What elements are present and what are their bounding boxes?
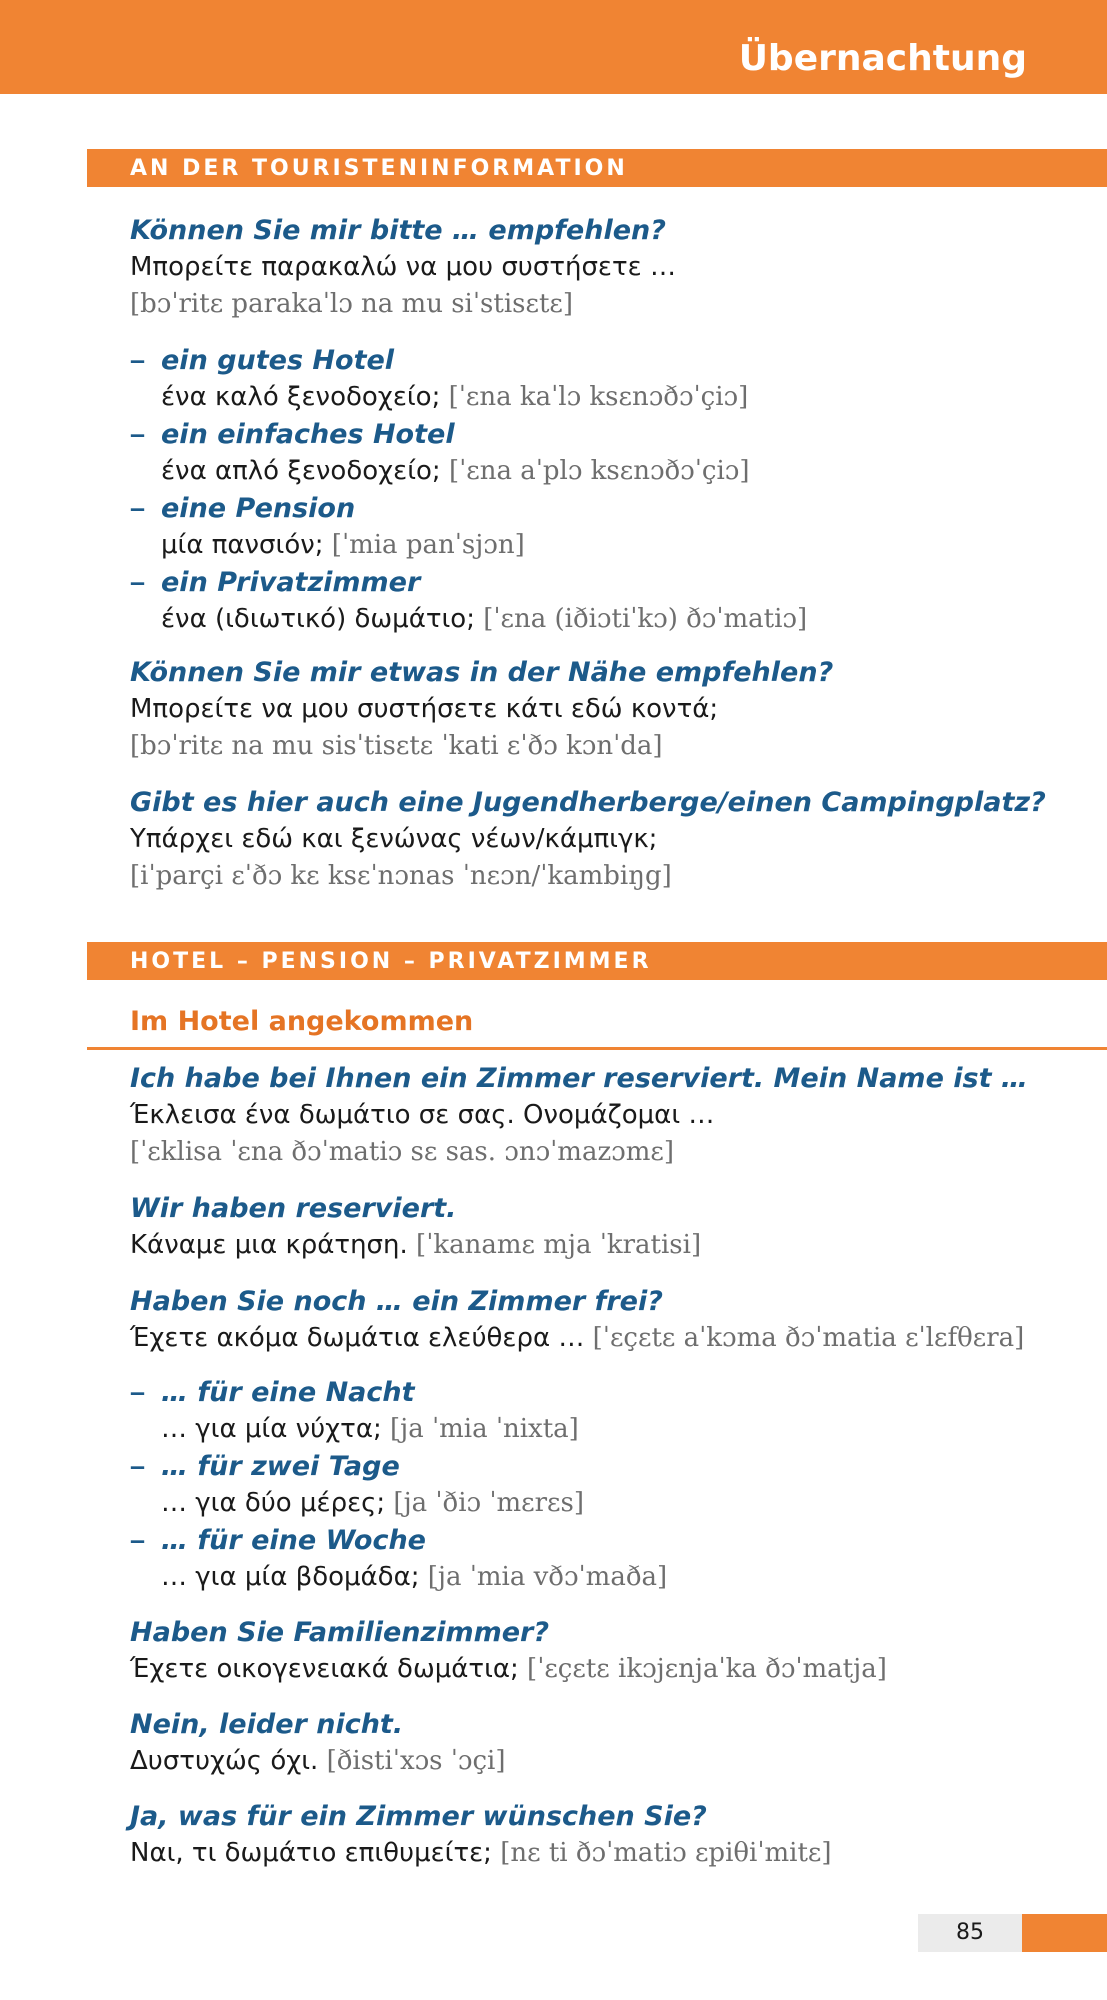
- phrase-block: [130, 1190, 1090, 1264]
- list-dash: –: [130, 1377, 146, 1407]
- phrase-german: Haben Sie Familienzimmer?: [130, 1617, 550, 1648]
- phrase-german: Ja, was für ein Zimmer wünschen Sie?: [130, 1801, 707, 1832]
- list-dash: –: [130, 1525, 146, 1555]
- phrase-german: … für zwei Tage: [161, 1451, 400, 1482]
- phrase-greek: Μπορείτε να μου συστήσετε κάτι εδώ κοντά;: [130, 694, 719, 724]
- phrase-block: [130, 1614, 1090, 1688]
- phrase-block: [130, 212, 1090, 323]
- phrase-greek: Έχετε οικογενειακά δωμάτια;: [130, 1654, 519, 1684]
- phrase-block: [130, 1060, 1090, 1171]
- phrase-german: Können Sie mir bitte … empfehlen?: [130, 215, 666, 246]
- section-title: AN DER TOURISTENINFORMATION: [130, 156, 628, 181]
- phrase-phonetic: [ˈmia panˈsjɔn]: [331, 530, 525, 560]
- phrase-phonetic: [ˈɛna (iðiɔtiˈkɔ) ðɔˈmatiɔ]: [483, 604, 808, 634]
- page-number: 85: [956, 1920, 984, 1945]
- phrase-german: … für eine Woche: [161, 1525, 426, 1556]
- list-dash: –: [130, 567, 146, 597]
- phrase-phonetic: [nɛ ti ðɔˈmatiɔ ɛpiθiˈmitɛ]: [500, 1838, 832, 1868]
- phrase-greek: Μπορείτε παρακαλώ να μου συστήσετε …: [130, 252, 676, 282]
- section-header-touristeninformation: [87, 149, 1107, 187]
- phrase-greek: Δυστυχώς όχι.: [130, 1746, 319, 1776]
- phrase-greek: … για δύο μέρες;: [161, 1488, 386, 1518]
- phrase-greek: Υπάρχει εδώ και ξενώνας νέων/κάμπιγκ;: [130, 824, 658, 854]
- phrase-phonetic: [ðistiˈxɔs ˈɔçi]: [326, 1746, 506, 1776]
- phrase-german: ein einfaches Hotel: [161, 419, 455, 450]
- phrase-german: Haben Sie noch … ein Zimmer frei?: [130, 1286, 663, 1317]
- phrase-phonetic: [ˈkanamɛ mja ˈkratisi]: [416, 1230, 702, 1260]
- phrase-phonetic: [iˈparçi ɛˈðɔ kɛ ksɛˈnɔnas ˈnɛɔn/ˈkambiŋg]: [130, 861, 672, 891]
- list-dash: –: [130, 345, 146, 375]
- phrase-german: Können Sie mir etwas in der Nähe empfehlen?: [130, 657, 834, 688]
- phrase-german: Gibt es hier auch eine Jugendherberge/einen Campingplatz?: [130, 787, 1046, 818]
- phrase-german: eine Pension: [161, 493, 356, 524]
- phrase-greek: ένα (ιδιωτικό) δωμάτιο;: [161, 604, 475, 634]
- phrase-phonetic: [ja ˈmia vðɔˈmaða]: [427, 1562, 668, 1592]
- phrase-german: Wir haben reserviert.: [130, 1193, 457, 1224]
- phrase-phonetic: [ja ˈðiɔ ˈmɛrɛs]: [393, 1488, 584, 1518]
- phrase-german: ein gutes Hotel: [161, 345, 395, 376]
- page-tab-accent: [1022, 1914, 1107, 1952]
- phrase-greek: Έκλεισα ένα δωμάτιο σε σας. Ονομάζομαι …: [130, 1100, 715, 1130]
- phrase-greek: … για μία βδομάδα;: [161, 1562, 420, 1592]
- section-title: HOTEL – PENSION – PRIVATZIMMER: [130, 949, 652, 974]
- phrase-phonetic: [ˈɛçɛtɛ ikɔjɛnjaˈka ðɔˈmatja]: [527, 1654, 887, 1684]
- phrase-block: [130, 784, 1090, 895]
- chapter-title: Übernachtung: [738, 38, 1027, 79]
- phrase-phonetic: [ˈɛklisa ˈɛna ðɔˈmatiɔ sɛ sas. ɔnɔˈmazɔmɛ]: [130, 1137, 674, 1167]
- phrase-german: ein Privatzimmer: [161, 567, 421, 598]
- list-dash: –: [130, 419, 146, 449]
- phrase-greek: Έχετε ακόμα δωμάτια ελεύθερα …: [130, 1323, 585, 1353]
- phrase-greek: Ναι, τι δωμάτιο επιθυμείτε;: [130, 1838, 492, 1868]
- phrase-german: Ich habe bei Ihnen ein Zimmer reserviert. Mein Name ist …: [130, 1063, 1028, 1094]
- phrase-block: [130, 1283, 1090, 1357]
- subheading-rule: [87, 1047, 1107, 1050]
- phrase-greek: Κάναμε μια κράτηση.: [130, 1230, 408, 1260]
- phrase-german: … für eine Nacht: [161, 1377, 415, 1408]
- phrase-block: [130, 1706, 1090, 1780]
- list-dash: –: [130, 1451, 146, 1481]
- phrase-phonetic: [bɔˈritɛ parakaˈlɔ na mu siˈstisɛtɛ]: [130, 289, 574, 319]
- phrase-phonetic: [ˈɛna kaˈlɔ ksɛnɔðɔˈçiɔ]: [448, 382, 749, 412]
- phrase-phonetic: [bɔˈritɛ na mu sisˈtisɛtɛ ˈkati ɛˈðɔ kɔnˈda]: [130, 731, 663, 761]
- phrase-greek: μία πανσιόν;: [161, 530, 324, 560]
- list-dash: –: [130, 493, 146, 523]
- phrase-german: Nein, leider nicht.: [130, 1709, 404, 1740]
- phrase-greek: … για μία νύχτα;: [161, 1414, 382, 1444]
- phrase-phonetic: [ja ˈmia ˈnixta]: [390, 1414, 579, 1444]
- section-header-hotel-pension: [87, 942, 1107, 980]
- phrase-phonetic: [ˈɛna aˈplɔ ksɛnɔðɔˈçiɔ]: [448, 456, 750, 486]
- subheading: Im Hotel angekommen: [130, 1006, 474, 1037]
- phrase-block: [130, 1798, 1090, 1872]
- phrase-greek: ένα απλό ξενοδοχείο;: [161, 456, 441, 486]
- phrase-greek: ένα καλό ξενοδοχείο;: [161, 382, 441, 412]
- phrase-phonetic: [ˈɛçɛtɛ aˈkɔma ðɔˈmatia ɛˈlɛfθɛra]: [592, 1323, 1025, 1353]
- phrase-block: [130, 654, 1090, 765]
- page-number-box: [918, 1914, 1022, 1952]
